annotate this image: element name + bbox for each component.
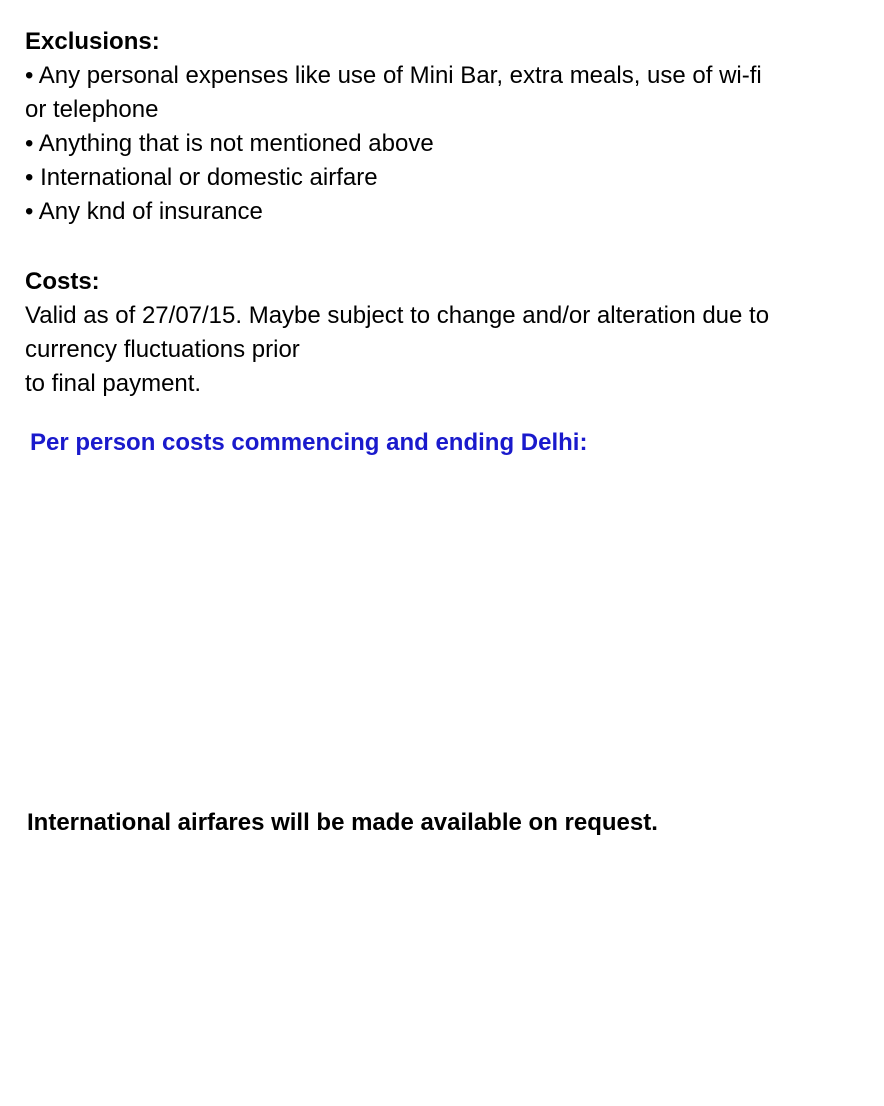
exclusion-item: • Anything that is not mentioned above xyxy=(25,130,434,157)
exclusion-item: • Any personal expenses like use of Mini Bar, extra meals, use of wi-fi xyxy=(25,62,762,89)
costs-section xyxy=(25,265,864,401)
exclusions-section xyxy=(25,25,864,229)
per-person-costs-heading: Per person costs commencing and ending Delhi: xyxy=(30,429,588,456)
exclusion-item-continuation: or telephone xyxy=(25,96,159,123)
costs-text-line: currency fluctuations prior xyxy=(25,336,300,363)
exclusions-heading: Exclusions: xyxy=(25,28,160,55)
airfare-note: International airfares will be made available on request. xyxy=(27,809,658,836)
exclusion-item: • Any knd of insurance xyxy=(25,198,263,225)
costs-heading: Costs: xyxy=(25,268,100,295)
exclusion-item: • International or domestic airfare xyxy=(25,164,378,191)
costs-text-line: to final payment. xyxy=(25,370,202,397)
costs-text-line: Valid as of 27/07/15. Maybe subject to change and/or alteration due to xyxy=(25,302,770,329)
